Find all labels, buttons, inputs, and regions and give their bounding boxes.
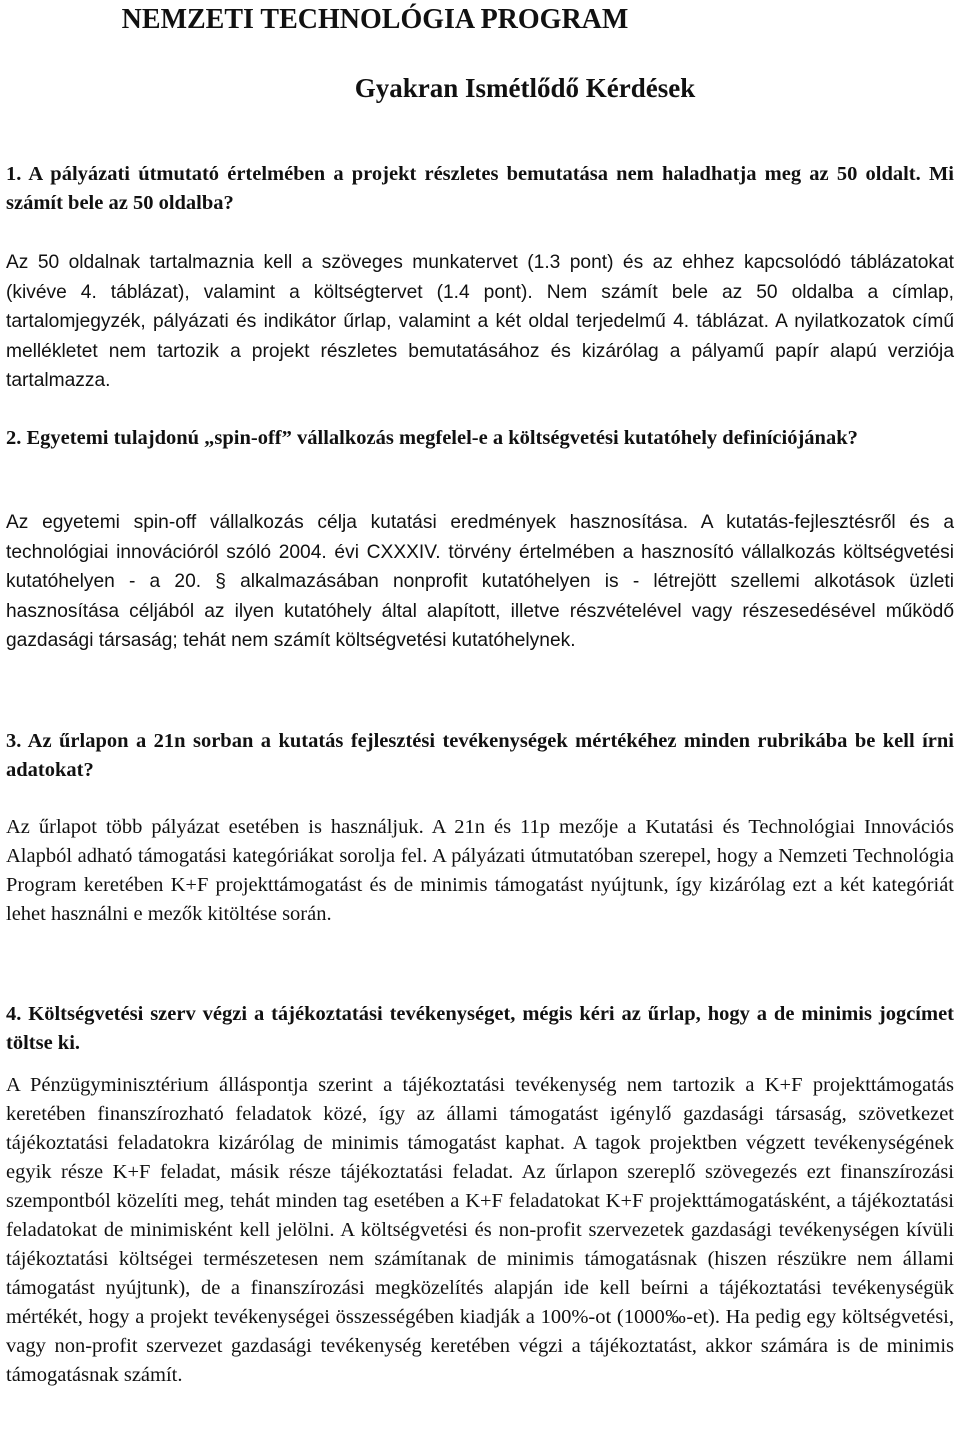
faq-question-1: 1. A pályázati útmutató értelmében a projekt részletes bemutatása nem haladhatja meg az 50 oldalt. Mi számít bele az 50 oldalba?	[6, 163, 954, 214]
faq-question-4: 4. Költségvetési szerv végzi a tájékoztatási tevékenységet, mégis kéri az űrlap, hogy a de minimis jogcímet töltse ki.	[6, 1003, 954, 1054]
faq-question-3: 3. Az űrlapon a 21n sorban a kutatás fejlesztési tevékenységek mértékéhez minden rubrikába be kell írni adatokat?	[6, 730, 954, 781]
document-title: NEMZETI TECHNOLÓGIA PROGRAM	[121, 4, 629, 35]
document-subtitle: Gyakran Ismétlődő Kérdések	[354, 73, 696, 103]
faq-answer-3: Az űrlapot több pályázat esetében is használjuk. A 21n és 11p mezője a Kutatási és Technológiai Innovációs Alapból adható támogatási kategóriákat sorolja fel. A pályázati útmutatóban szerepel, hogy a Nemzeti Technológia Program keretében K+F projekttámogatást és de minimis támogatást nyújtunk, így kizárólag ezt a két kategóriát lehet használni e mezők kitöltése során.	[6, 816, 954, 925]
faq-answer-1: Az 50 oldalnak tartalmaznia kell a szöveges munkatervet (1.3 pont) és az ehhez kapcsolódó táblázatokat (kivéve 4. táblázat), valamint a költségtervet (1.4 pont). Nem számít bele az 50 oldalba a címlap, tartalomjegyzék, pályázati és indikátor űrlap, valamint a két oldal terjedelmű 4. táblázat. A nyilatkozatok című mellékletet nem tartozik a projekt részletes bemutatásához és kizárólag a pályamű papír alapú verziója tartalmazza.	[6, 252, 954, 391]
faq-question-2: 2. Egyetemi tulajdonú „spin-off” vállalkozás megfelel-e a költségvetési kutatóhely definíciójának?	[6, 427, 858, 449]
faq-answer-4: A Pénzügyminisztérium álláspontja szerint a tájékoztatási tevékenység nem tartozik a K+F projekttámogatás keretében finanszírozható feladatok közé, így az állami támogatást igénylő gazdasági társaság, szövetkezet tájékoztatási feladatokra kizárólag de minimis támogatást kaphat. A tagok projektben végzett tevékenységének egyik része K+F feladat, másik része tájékoztatási feladat. Az űrlapon szereplő szövegezés ezt finanszírozási szempontból közelíti meg, tehát minden tag esetében a K+F feladatokat K+F projekttámogatásként, a tájékoztatási feladatokat de minimisként kell jelölni. A költségvetési és non-profit szervezetek gazdasági tevékenységen kívüli tájékoztatási költségei természetesen nem számítanak de minimis támogatásnak (hiszen részükre nem állami támogatást nyújtunk), de a finanszírozási megközelítés alapján ide kell beírni a tájékoztatási tevékenységük mértékét, hogy a projekt tevékenységei összességében kiadják a 100%-ot (1000‰-et). Ha pedig egy költségvetési, vagy non-profit szervezet gazdasági tevékenység keretében végzi a tájékoztatást, akkor számára is de minimis támogatásnak számít.	[6, 1074, 954, 1386]
faq-answer-2: Az egyetemi spin-off vállalkozás célja kutatási eredmények hasznosítása. A kutatás-fejlesztésről és a technológiai innovációról szóló 2004. évi CXXXIV. törvény értelmében a hasznosító vállalkozás költségvetési kutatóhelyen - a 20. § alkalmazásában nonprofit kutatóhelyen is - létrejött szellemi alkotások üzleti hasznosítása céljából az ilyen kutatóhely által alapított, illetve részvételével vagy részesedésével működő gazdasági társaság; tehát nem számít költségvetési kutatóhelynek.	[6, 512, 954, 651]
